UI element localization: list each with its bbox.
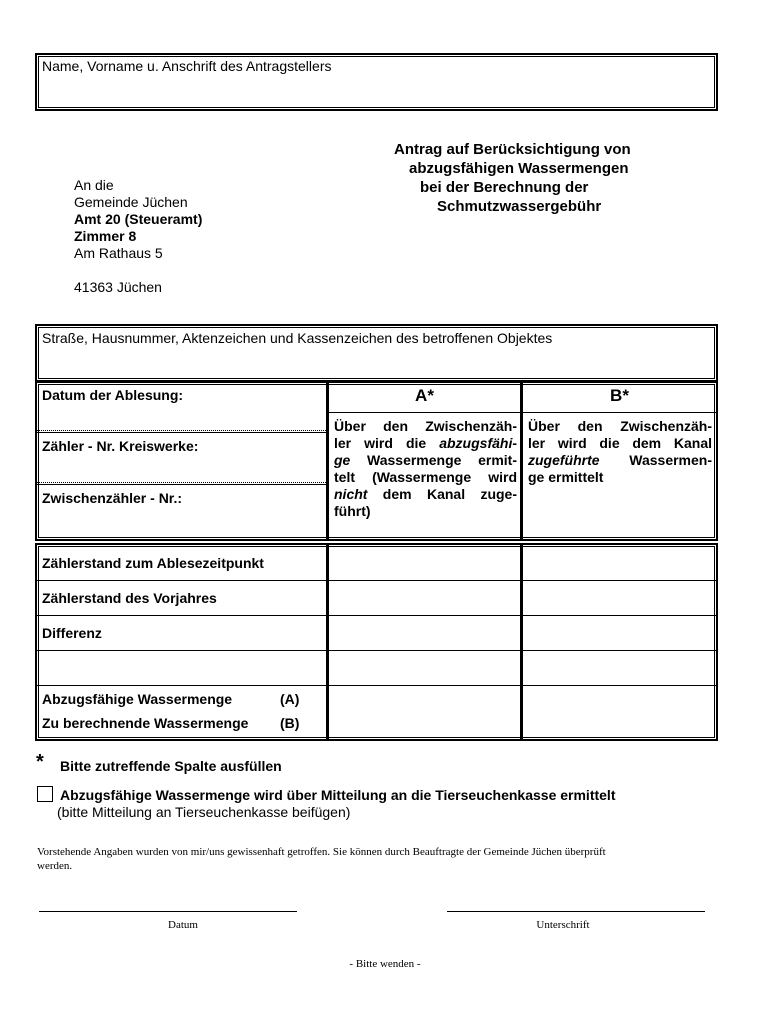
- col-b-description: [528, 418, 712, 486]
- billable-water-label: [42, 715, 300, 732]
- lower-divider-a: [326, 543, 329, 741]
- billable-text: Zu berechnende Wassermenge: [42, 715, 249, 731]
- col-a-line: ler wird die abzugsfähi-: [334, 435, 517, 451]
- footnote-star: *: [36, 751, 44, 773]
- col-a-line: telt (Wassermenge wird: [334, 469, 517, 485]
- declaration-text: [37, 845, 727, 873]
- reading-date-label: Datum der Ablesung:: [42, 387, 184, 403]
- date-caption: Datum: [168, 919, 198, 931]
- previous-reading-label: Zählerstand des Vorjahres: [42, 590, 217, 606]
- upper-rowline-2b: [37, 484, 326, 485]
- date-line[interactable]: [39, 911, 297, 912]
- col-b-line: Über den Zwischenzäh-: [528, 418, 712, 434]
- object-label: Straße, Hausnummer, Aktenzeichen und Kassenzeichen des betroffenen Objektes: [42, 330, 553, 346]
- upper-rowline-1: [37, 430, 326, 431]
- signature-caption: Unterschrift: [536, 919, 590, 931]
- upper-header-line-b: [523, 412, 716, 413]
- lower-rowline: [37, 685, 716, 686]
- col-a-line: Über den Zwischenzäh-: [334, 418, 517, 434]
- col-a-description: [334, 418, 517, 520]
- applicant-label: Name, Vorname u. Anschrift des Antragstellers: [42, 58, 332, 74]
- title-line-4: Schmutzwassergebühr: [437, 198, 602, 215]
- col-b-line: ler wird die dem Kanal: [528, 435, 712, 451]
- footer-text: - Bitte wenden -: [349, 958, 421, 970]
- cell-a-current[interactable]: [330, 547, 518, 579]
- address-line-4: Zimmer 8: [74, 228, 137, 244]
- title-line-3: bei der Berechnung der: [420, 179, 589, 196]
- tierseuchenkasse-checkbox[interactable]: [37, 786, 53, 802]
- meter-number-label: Zähler - Nr. Kreiswerke:: [42, 438, 199, 454]
- col-a-header: A*: [415, 386, 434, 405]
- address-line-6: 41363 Jüchen: [74, 279, 162, 295]
- address-line-5: Am Rathaus 5: [74, 245, 163, 261]
- title-line-1: Antrag auf Berücksichtigung von: [394, 141, 631, 158]
- lower-rowline: [37, 650, 716, 651]
- lower-divider-b: [520, 543, 523, 741]
- col-a-line: ge Wassermenge ermit-: [334, 452, 517, 468]
- billable-code: (B): [280, 715, 300, 731]
- deductible-code: (A): [280, 691, 300, 707]
- col-a-line: nicht dem Kanal zuge-: [334, 486, 517, 502]
- checkbox-option-text: Abzugsfähige Wassermenge wird über Mitteilung an die Tierseuchenkasse ermittelt: [60, 787, 616, 803]
- lower-rowline: [37, 615, 716, 616]
- title-line-2: abzugsfähigen Wassermengen: [409, 160, 629, 177]
- col-a-line: führt): [334, 503, 371, 519]
- current-reading-label: Zählerstand zum Ablesezeitpunkt: [42, 555, 264, 571]
- deductible-water-label: [42, 691, 300, 708]
- col-b-line: zugeführte Wassermen-: [528, 452, 712, 468]
- upper-rowline-2: [37, 482, 326, 483]
- upper-header-line-a: [329, 412, 520, 413]
- difference-label: Differenz: [42, 625, 102, 641]
- checkbox-option-subtext: (bitte Mitteilung an Tierseuchenkasse beifügen): [57, 804, 351, 820]
- cell-b-current[interactable]: [524, 547, 714, 579]
- col-b-line: ge ermittelt: [528, 469, 604, 485]
- upper-rowline-1b: [37, 432, 326, 433]
- col-b-header: B*: [610, 386, 629, 405]
- deductible-text: Abzugsfähige Wassermenge: [42, 691, 233, 707]
- footnote-text: Bitte zutreffende Spalte ausfüllen: [60, 758, 282, 774]
- signature-line[interactable]: [447, 911, 705, 912]
- declaration-line-1: Vorstehende Angaben wurden von mir/uns gewissenhaft getroffen. Sie können durch Beauftragte der Gemeinde Jüchen überprüft: [37, 846, 606, 858]
- address-line-2: Gemeinde Jüchen: [74, 194, 188, 210]
- address-line-1: An die: [74, 177, 114, 193]
- sub-meter-label: Zwischenzähler - Nr.:: [42, 490, 183, 506]
- address-line-3: Amt 20 (Steueramt): [74, 211, 203, 227]
- lower-rowline: [37, 580, 716, 581]
- declaration-line-2: werden.: [37, 860, 73, 872]
